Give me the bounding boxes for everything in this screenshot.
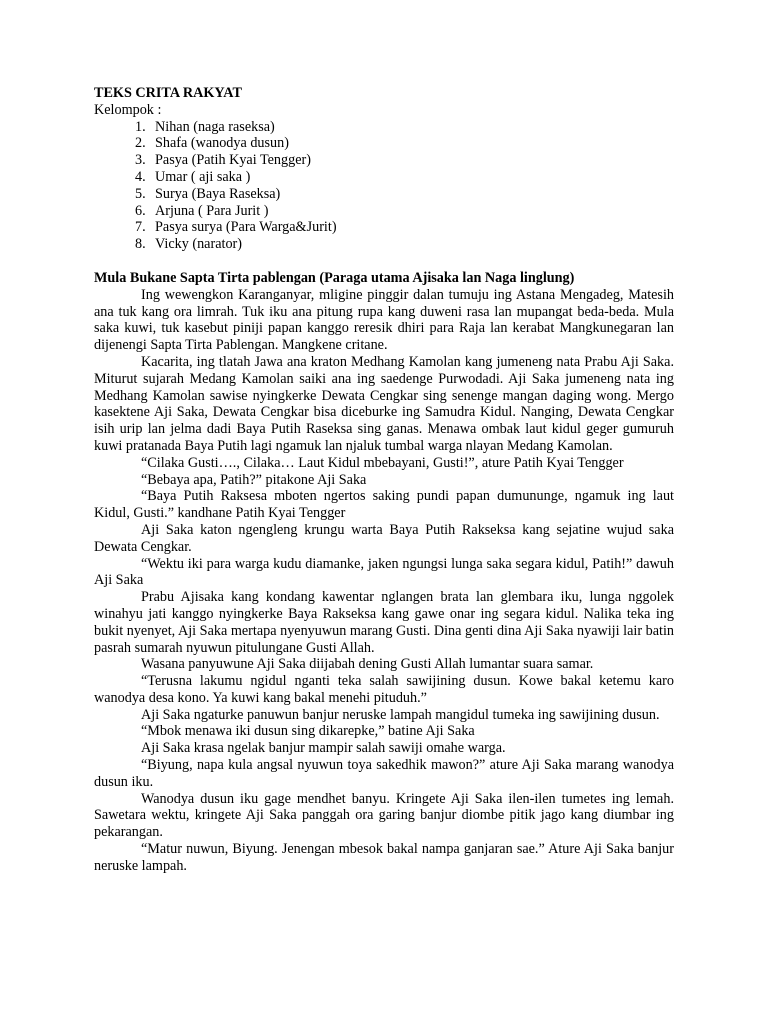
story-paragraph: “Bebaya apa, Patih?” pitakone Aji Saka [141,471,367,488]
story-paragraph: “Wektu iki para warga kudu diamanke, jaken ngungsi lunga saka segara kidul, Patih!” dawuh Aji Saka [94,555,674,589]
member-item [135,152,674,169]
story-paragraph: “Mbok menawa iki dusun sing dikarepke,” batine Aji Saka [141,723,475,740]
member-number: 6. [135,202,146,219]
member-number: 4. [135,168,146,185]
member-name: Umar ( aji saka ) [155,168,251,185]
member-list [94,119,674,253]
member-name: Pasya (Patih Kyai Tengger) [155,152,311,169]
story-paragraph: Wanodya dusun iku gage mendhet banyu. Kringete Aji Saka ilen-ilen tumetes ing lemah. Sawetara wektu, kringete Aji Saka panggah ora garing banjur diombe pitik jago kang diumbar ing pekarangan. [94,790,674,841]
member-item [135,135,674,152]
member-item [135,169,674,186]
story-paragraph: “Terusna lakumu ngidul nganti teka salah sawijining dusun. Kowe bakal ketemu karo wanodya desa kono. Ya kuwi kang bakal menehi pituduh.” [94,673,674,706]
member-item [135,219,674,236]
member-number: 8. [135,236,146,253]
story-paragraph: “Biyung, napa kula angsal nyuwun toya sakedhik mawon?” ature Aji Saka marang wanodya dusun iku. [94,757,674,790]
member-name: Nihan (naga raseksa) [155,118,275,135]
member-item [135,203,674,220]
member-name: Vicky (narator) [155,236,242,253]
group-label: Kelompok : [94,101,162,118]
section-spacer [94,253,674,270]
story-paragraph: Aji Saka katon ngengleng krungu warta Baya Putih Rakseksa kang sejatine wujud saka Dewata Cengkar. [94,521,674,555]
member-name: Surya (Baya Raseksa) [155,185,281,202]
member-name: Pasya surya (Para Warga&Jurit) [155,219,337,236]
member-number: 5. [135,185,146,202]
story-paragraph: “Baya Putih Raksesa mboten ngertos saking pundi papan dumununge, ngamuk ing laut Kidul, Gusti.” kandhane Patih Kyai Tengger [94,488,674,522]
document-title: TEKS CRITA RAKYAT [94,85,242,101]
story-paragraph: Ing wewengkon Karanganyar, mligine pinggir dalan tumuju ing Astana Mengadeg, Matesih ana tuk kang ora limrah. Tuk iku ana pitung rupa kang duweni rasa lan mupangat beda-beda. Mula saka kuwi, tuk kasebut piniji papan kanggo reresik dhiri para Raja lan kerabat Mangkunegaran lan dijenengi Sapta Tirta Pablengan. Mangkene critane. [94,286,674,354]
member-number: 1. [135,118,146,135]
story-paragraph: Wasana panyuwune Aji Saka diijabah dening Gusti Allah lumantar suara samar. [141,656,594,673]
member-item [135,236,674,253]
story-body [94,287,674,875]
story-paragraph: “Matur nuwun, Biyung. Jenengan mbesok bakal nampa ganjaran sae.” Ature Aji Saka banjur neruske lampah. [94,841,674,874]
member-name: Arjuna ( Para Jurit ) [155,202,269,219]
story-paragraph: Aji Saka ngaturke panuwun banjur neruske lampah mangidul tumeka ing sawijining dusun. [141,706,660,723]
member-name: Shafa (wanodya dusun) [155,135,289,152]
member-item [135,186,674,203]
member-number: 3. [135,152,146,169]
story-paragraph: Kacarita, ing tlatah Jawa ana kraton Medhang Kamolan kang jumeneng nata Prabu Aji Saka. Miturut sujarah Medang Kamolan saiki ana ing saedenge Purwodadi. Aji Saka jumeneng nata ing Medhang Kamolan sawise nyingkerke Dewata Cengkar sing senenge mangan daging wong. Mergo kasektene Aji Saka, Dewata Cengkar bisa diceburke ing Samudra Kidul. Nanging, Dewata Cengkar isih urip lan jelma dadi Baya Putih Raseksa sing ganas. Menawa ombak laut kidul geger gumuruh kuwi pratanada Baya Putih lagi ngamuk lan njaluk tumbal warga nlayan Medang Kamolan. [94,353,674,454]
member-item [135,119,674,136]
story-paragraph: Prabu Ajisaka kang kondang kawentar nglangen brata lan glembara iku, lunga nggolek winahyu jati kanggo nyingkerke Baya Rakseksa kang gawe onar ing segara kidul. Nalika teka ing bukit nyenyet, Aji Saka mertapa nyenyuwun marang Gusti. Dina genti dina Aji Saka nyawiji lair batin pasrah sumarah nyuwun pitulungane Gusti Allah. [94,589,674,656]
member-number: 2. [135,135,146,152]
story-paragraph: “Cilaka Gusti…., Cilaka… Laut Kidul mbebayani, Gusti!”, ature Patih Kyai Tengger [141,454,624,471]
member-number: 7. [135,219,146,236]
story-title: Mula Bukane Sapta Tirta pablengan (Paraga utama Ajisaka lan Naga linglung) [94,269,575,286]
story-paragraph: Aji Saka krasa ngelak banjur mampir salah sawiji omahe warga. [141,740,506,757]
